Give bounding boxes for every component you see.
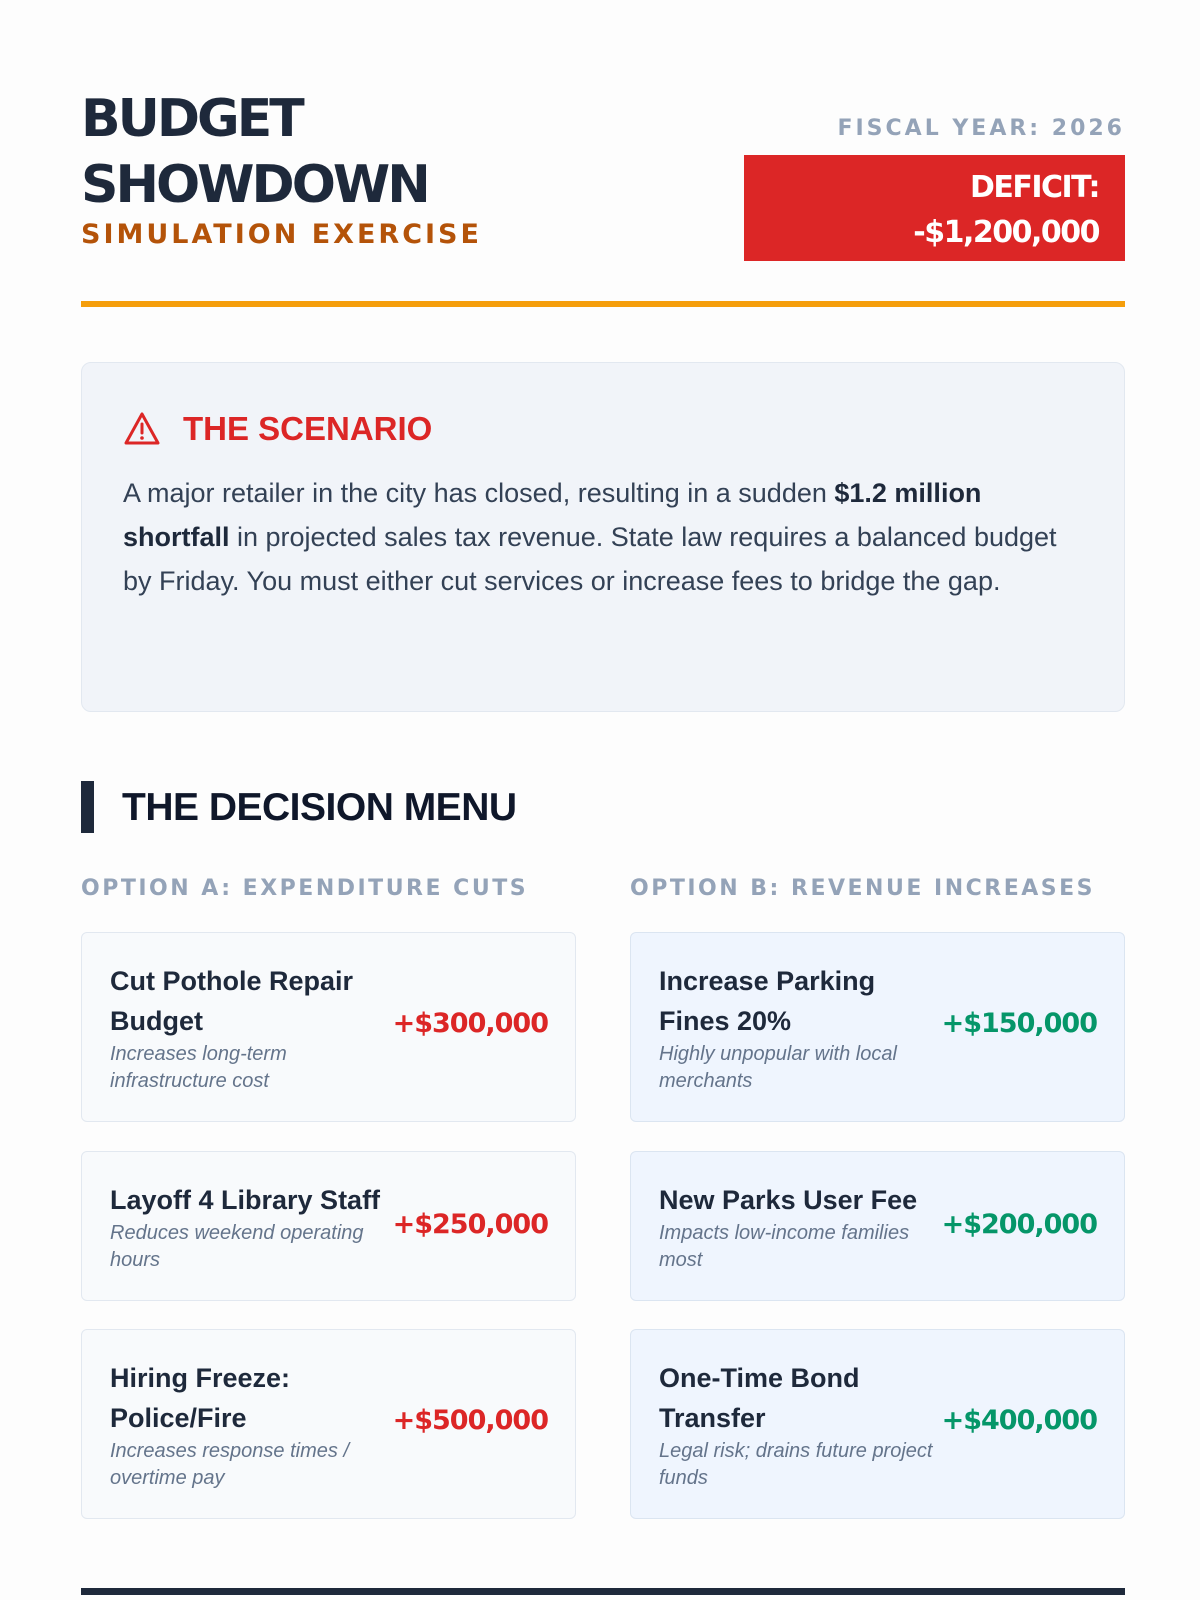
option-name: One-Time Bond Transfer — [659, 1363, 860, 1433]
option-card-parks-fee[interactable] — [630, 1151, 1125, 1301]
option-a-heading: OPTION A: EXPENDITURE CUTS — [81, 876, 529, 901]
option-name: Hiring Freeze: Police/Fire — [110, 1363, 291, 1433]
option-amount: +$250,000 — [392, 1209, 548, 1240]
deficit-label: DEFICIT: — [969, 170, 1099, 205]
option-name: Cut Pothole Repair Budget — [110, 966, 354, 1036]
scenario-text — [123, 471, 1073, 603]
header — [81, 86, 1125, 266]
option-note: Highly unpopular with local merchants — [659, 1043, 897, 1092]
warning-icon — [123, 411, 161, 447]
option-card-bond-transfer[interactable] — [630, 1329, 1125, 1519]
footer-divider — [81, 1588, 1125, 1595]
page-title — [81, 86, 428, 218]
title-line-2: SHOWDOWN — [81, 155, 428, 215]
header-divider — [81, 301, 1125, 307]
scenario-text-part2: in projected sales tax revenue. State law requires a balanced budget by Friday. You must either cut services or increase fees to bridge the gap. — [123, 522, 1057, 596]
budget-sheet — [81, 0, 1125, 1600]
fiscal-year-label: FISCAL YEAR: 2026 — [837, 116, 1125, 141]
option-amount: +$300,000 — [392, 1008, 548, 1039]
option-card-parking-fines[interactable] — [630, 932, 1125, 1122]
option-amount: +$150,000 — [941, 1008, 1097, 1039]
scenario-text-part1: A major retailer in the city has closed, resulting in a sudden — [123, 478, 835, 508]
option-amount: +$500,000 — [392, 1405, 548, 1436]
option-b-heading: OPTION B: REVENUE INCREASES — [630, 876, 1095, 901]
scenario-heading — [123, 407, 432, 451]
option-amount: +$200,000 — [941, 1209, 1097, 1240]
option-card-hiring-freeze[interactable] — [81, 1329, 576, 1519]
option-name: Layoff 4 Library Staff — [110, 1185, 381, 1215]
scenario-text-highlight: $1.2 million shortfall — [123, 478, 982, 552]
option-note: Increases long-term infrastructure cost — [110, 1043, 287, 1092]
scenario-title: THE SCENARIO — [183, 410, 433, 447]
option-name: New Parks User Fee — [659, 1185, 918, 1215]
option-note: Impacts low-income families most — [659, 1222, 910, 1271]
decision-menu-title: THE DECISION MENU — [122, 786, 517, 829]
option-note: Reduces weekend operating hours — [110, 1222, 364, 1271]
deficit-badge — [744, 155, 1125, 261]
option-note: Increases response times / overtime pay — [110, 1440, 349, 1489]
scenario-box — [81, 362, 1125, 712]
option-name: Increase Parking Fines 20% — [659, 966, 876, 1036]
page-subtitle: SIMULATION EXERCISE — [81, 219, 482, 250]
option-card-library[interactable] — [81, 1151, 576, 1301]
section-accent-bar — [81, 781, 94, 833]
option-card-pothole[interactable] — [81, 932, 576, 1122]
option-note: Legal risk; drains future project funds — [659, 1440, 933, 1489]
deficit-value: -$1,200,000 — [913, 215, 1099, 250]
title-line-1: BUDGET — [81, 89, 302, 149]
option-amount: +$400,000 — [941, 1405, 1097, 1436]
